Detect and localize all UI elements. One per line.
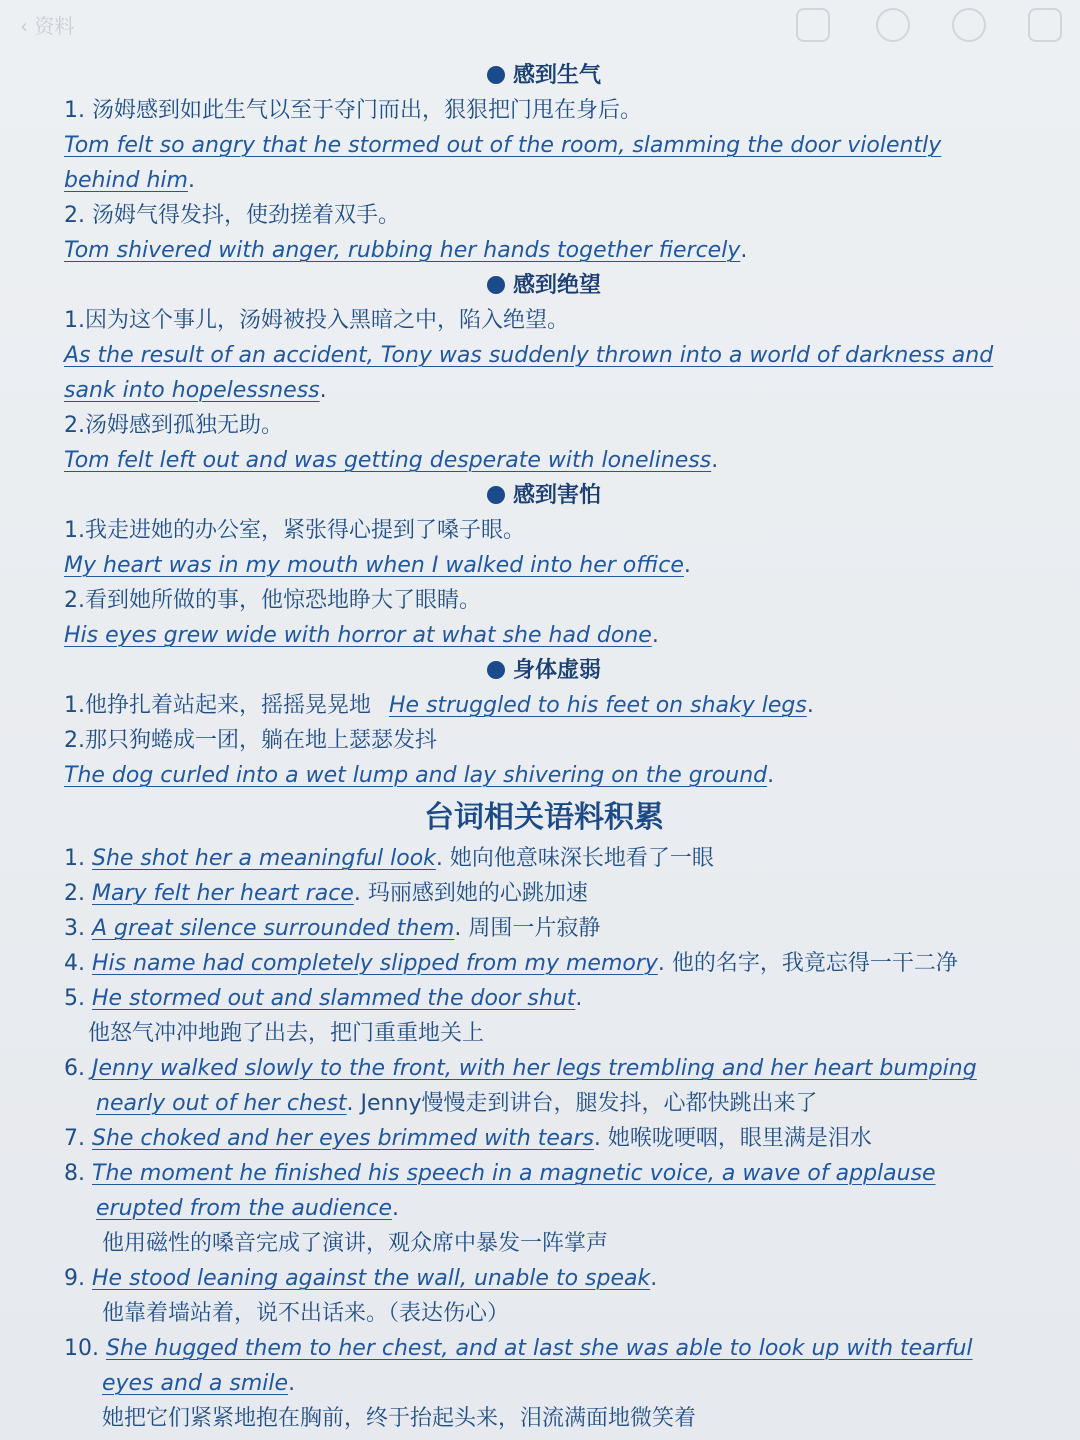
sentence-cn: 1.我走进她的办公室，紧张得心提到了嗓子眼。 xyxy=(64,518,525,543)
camera-icon[interactable] xyxy=(796,8,830,42)
bullet-dot-icon xyxy=(487,276,505,294)
share-icon[interactable] xyxy=(1028,8,1062,42)
list-item-translation: 她把它们紧紧地抱在胸前，终于抬起头来，泪流满面地微笑着 xyxy=(102,1406,697,1431)
sentence-en: The dog curled into a wet lump and lay shivering on the ground. xyxy=(64,763,775,788)
section-heading-despair: 感到绝望 xyxy=(64,268,1024,303)
back-label: 资料 xyxy=(34,14,75,38)
sentence-cn: 2.汤姆感到孤独无助。 xyxy=(64,413,283,438)
bullet-dot-icon xyxy=(487,66,505,84)
info-icon[interactable] xyxy=(952,8,986,42)
sentence-en: My heart was in my mouth when I walked into her office. xyxy=(64,553,691,578)
search-icon[interactable] xyxy=(876,8,910,42)
sentence-cn: 2. 汤姆气得发抖，使劲搓着双手。 xyxy=(64,203,400,228)
sentence-en: Tom felt left out and was getting desperate with loneliness. xyxy=(64,448,719,473)
list-item: 7. She choked and her eyes brimmed with tears. 她喉咙哽咽，眼里满是泪水 xyxy=(64,1126,872,1151)
list-item: 2. Mary felt her heart race. 玛丽感到她的心跳加速 xyxy=(64,881,588,906)
sentence-cn: 1. 汤姆感到如此生气以至于夺门而出，狠狠把门甩在身后。 xyxy=(64,98,642,123)
top-toolbar xyxy=(0,0,1080,52)
bullet-dot-icon xyxy=(487,661,505,679)
list-item: 6. Jenny walked slowly to the front, with her legs trembling and her heart bumping xyxy=(64,1056,977,1081)
sentence-en: sank into hopelessness. xyxy=(64,378,327,403)
bullet-dot-icon xyxy=(487,486,505,504)
list-item: 9. He stood leaning against the wall, unable to speak. xyxy=(64,1266,658,1291)
list-item-translation: 他用磁性的嗓音完成了演讲，观众席中暴发一阵掌声 xyxy=(102,1231,609,1256)
section-heading-afraid: 感到害怕 xyxy=(64,478,1024,513)
sentence-en: Tom shivered with anger, rubbing her hands together fiercely. xyxy=(64,238,748,263)
list-item-translation: 他靠着墙站着，说不出话来。（表达伤心） xyxy=(102,1301,510,1326)
list-item-continuation: eyes and a smile. xyxy=(102,1371,296,1396)
list-item: 1. She shot her a meaningful look. 她向他意味深长地看了一眼 xyxy=(64,846,714,871)
section-heading-angry: 感到生气 xyxy=(64,58,1024,93)
section-heading-weak: 身体虚弱 xyxy=(64,653,1024,688)
sentence-en: His eyes grew wide with horror at what she had done. xyxy=(64,623,659,648)
list-item: 5. He stormed out and slammed the door shut. xyxy=(64,986,583,1011)
sentence-en: behind him. xyxy=(64,168,195,193)
sentence-cn: 2.看到她所做的事，他惊恐地睁大了眼睛。 xyxy=(64,588,481,613)
list-item-continuation: nearly out of her chest. Jenny慢慢走到讲台，腿发抖，心都快跳出来了 xyxy=(96,1091,818,1116)
list-item-translation: 他怒气冲冲地跑了出去，把门重重地关上 xyxy=(88,1021,485,1046)
list-item: 8. The moment he finished his speech in a magnetic voice, a wave of applause xyxy=(64,1161,936,1186)
list-item: 4. His name had completely slipped from my memory. 他的名字，我竟忘得一干二净 xyxy=(64,951,958,976)
list-item: 10. She hugged them to her chest, and at last she was able to look up with tearful xyxy=(64,1336,973,1361)
document-content xyxy=(64,58,1024,1436)
sentence-en: As the result of an accident, Tony was suddenly thrown into a world of darkness and xyxy=(64,343,994,368)
list-item: 3. A great silence surrounded them. 周围一片寂静 xyxy=(64,916,601,941)
sentence-cn: 1.因为这个事儿，汤姆被投入黑暗之中，陷入绝望。 xyxy=(64,308,569,333)
sentence-pair: 1.他挣扎着站起来，摇摇晃晃地 He struggled to his feet on shaky legs. xyxy=(64,693,814,718)
dialogue-section-title: 台词相关语料积累 xyxy=(424,800,664,835)
list-item-continuation: erupted from the audience. xyxy=(96,1196,399,1221)
sentence-en: Tom felt so angry that he stormed out of the room, slamming the door violently xyxy=(64,133,942,158)
back-button[interactable]: ‹ 资料 xyxy=(20,14,75,38)
sentence-cn: 2.那只狗蜷成一团，躺在地上瑟瑟发抖 xyxy=(64,728,437,753)
